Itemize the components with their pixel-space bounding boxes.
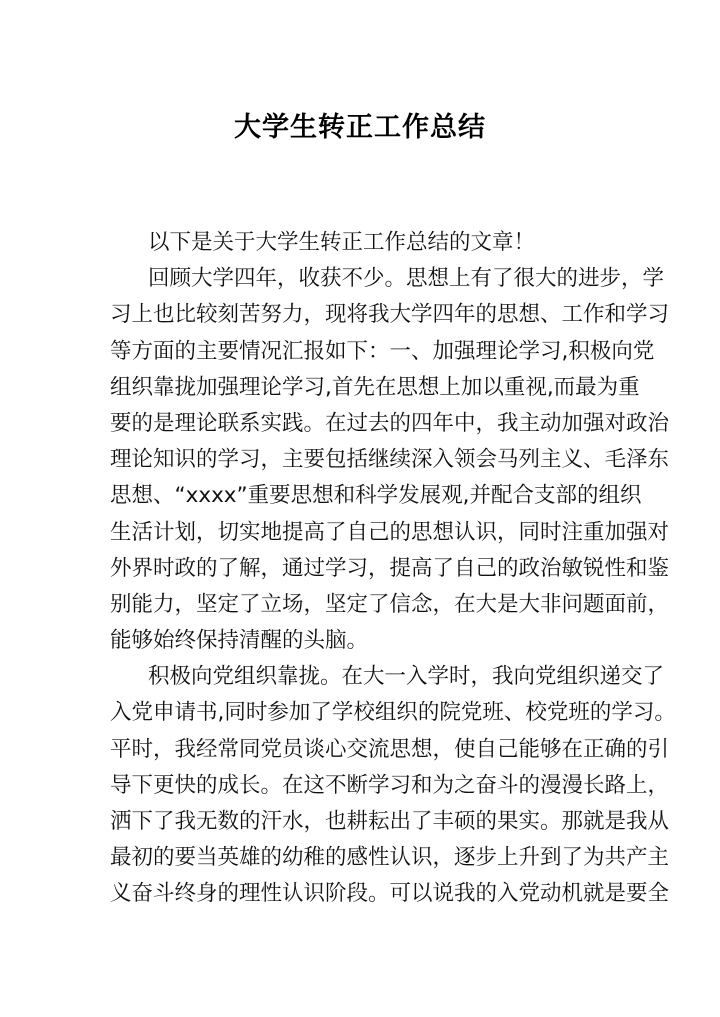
paragraph-2-line-8: 生活计划，切实地提高了自己的思想认识，同时注重加强对 [110, 519, 670, 545]
paragraph-2-line-7: 思想、“xxxx”重要思想和科学发展观,并配合支部的组织 [110, 483, 642, 509]
paragraph-2-line-4: 组织靠拢加强理论学习,首先在思想上加以重视,而最为重 [110, 374, 640, 400]
paragraph-2-line-3: 等方面的主要情况汇报如下：一、加强理论学习,积极向党 [110, 338, 655, 364]
paragraph-2-line-1: 回顾大学四年，收获不少。思想上有了很大的进步，学 [148, 266, 665, 292]
paragraph-3-line-7: 义奋斗终身的理性认识阶段。可以说我的入党动机就是要全 [110, 881, 670, 907]
paragraph-2-line-10: 别能力，坚定了立场，坚定了信念，在大是大非问题面前， [110, 591, 670, 617]
paragraph-3-line-5: 洒下了我无数的汗水，也耕耘出了丰硕的果实。那就是我从 [110, 809, 670, 834]
paragraph-2-line-5: 要的是理论联系实践。在过去的四年中，我主动加强对政治 [110, 410, 670, 436]
paragraph-3-line-6: 最初的要当英雄的幼稚的感性认识，逐步上升到了为共产主 [110, 845, 670, 871]
paragraph-3-line-3: 平时，我经常同党员谈心交流思想，使自己能够在正确的引 [110, 736, 670, 762]
paragraph-2-line-6: 理论知识的学习，主要包括继续深入领会马列主义、毛泽东 [110, 447, 670, 473]
paragraph-2-line-9: 外界时政的了解，通过学习，提高了自己的政治敏锐性和鉴 [110, 555, 670, 581]
paragraph-3-line-1: 积极向党组织靠拢。在大一入学时，我向党组织递交了 [148, 664, 665, 690]
document-title: 大学生转正工作总结 [234, 112, 486, 143]
paragraph-3-line-2: 入党申请书,同时参加了学校组织的院党班、校党班的学习。 [110, 700, 676, 726]
document-body [110, 225, 676, 913]
paragraph-3-line-4: 导下更快的成长。在这不断学习和为之奋斗的漫漫长路上， [110, 772, 670, 798]
paragraph-2-line-11: 能够始终保持清醒的头脑。 [110, 628, 369, 654]
paragraph-2-line-2: 习上也比较刻苦努力，现将我大学四年的思想、工作和学习 [110, 302, 670, 328]
paragraph-1-line-1: 以下是关于大学生转正工作总结的文章！ [148, 230, 536, 255]
